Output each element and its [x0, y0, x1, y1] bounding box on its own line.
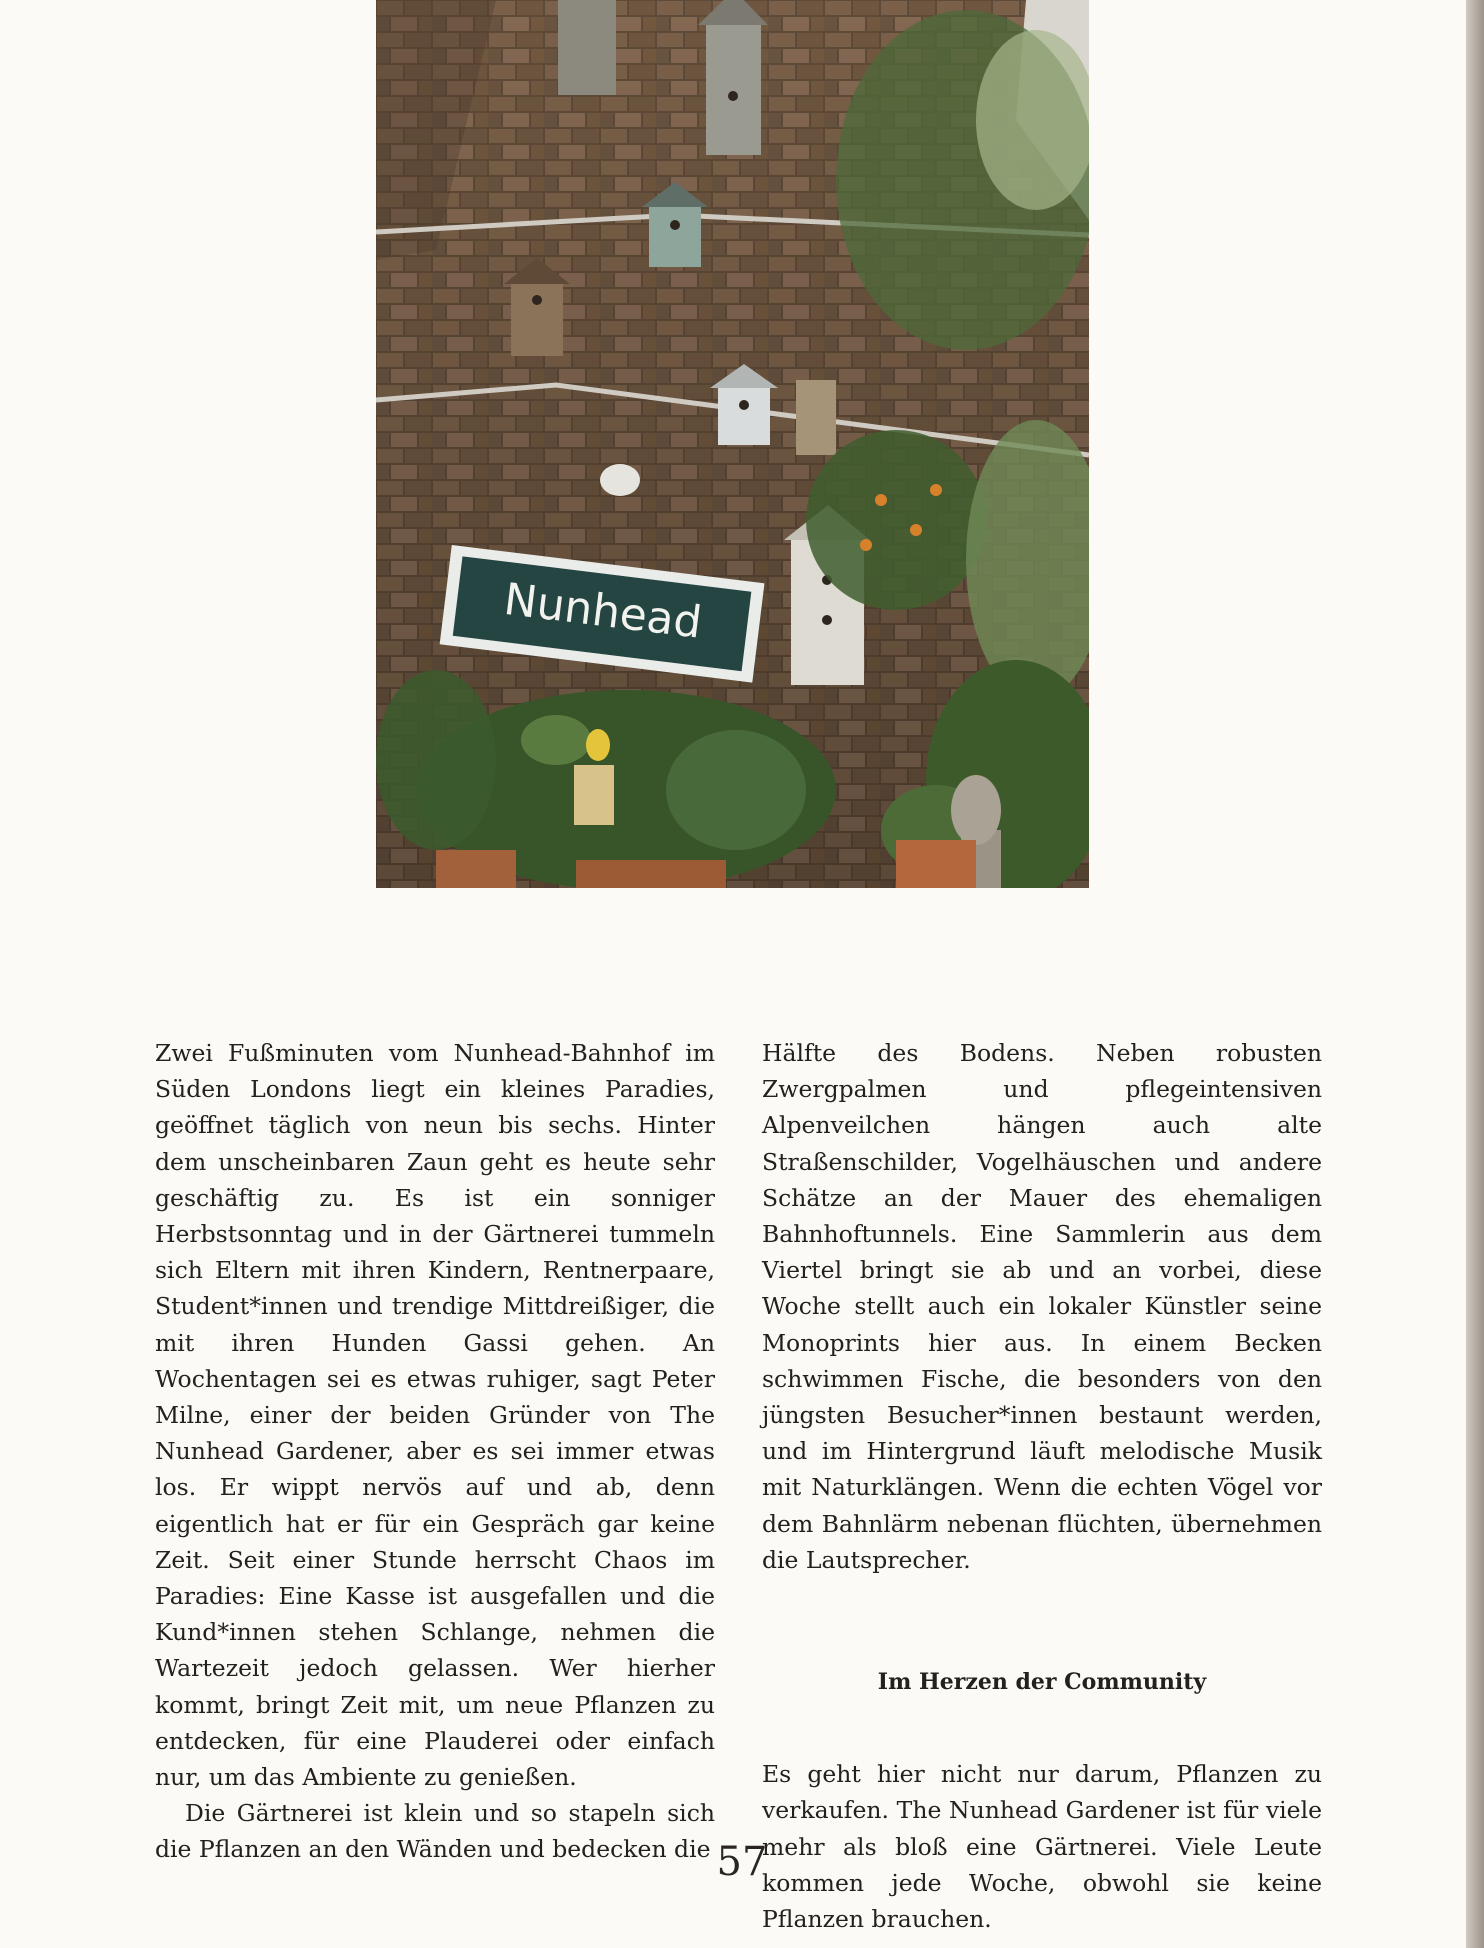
- station-sign-text: Nunhead: [501, 573, 705, 649]
- paragraph: Hälfte des Bodens. Neben robusten Zwergpalmen und pflegeintensiven Alpenveilchen hängen auch alte Straßenschilder, Vogelhäuschen und andere Schätze an der Mauer des ehemaligen Bahnhoftunnels. Eine Sammlerin aus dem Viertel bringt sie ab und an vorbei, diese Woche stellt auch ein lokaler Künstler seine Monoprints hier aus. In einem Becken schwimmen Fische, die besonders von den jüngsten Besucher*innen bestaunt werden, und im Hintergrund läuft melodische Musik mit Naturklängen. Wenn die echten Vögel vor dem Bahnlärm nebenan flüchten, übernehmen die Lautsprecher.: [762, 1039, 1322, 1574]
- paragraph: Die Gärtnerei ist klein und so stapeln sich die Pflanzen an den Wänden und bedecken die: [155, 1799, 715, 1864]
- left-column: [155, 1035, 715, 1868]
- paragraph: Zwei Fußminuten vom Nunhead-Bahnhof im Süden Londons liegt ein kleines Paradies, geöffnet täglich von neun bis sechs. Hinter dem unscheinbaren Zaun geht es heute sehr geschäftig zu. Es ist ein sonniger Herbstsonntag und in der Gärtnerei tummeln sich Eltern mit ihren Kindern, Rentnerpaare, Student*innen und trendige Mittdreißiger, die mit ihren Hunden Gassi gehen. An Wochentagen sei es etwas ruhiger, sagt Peter Milne, einer der beiden Gründer von The Nunhead Gardener, aber es sei immer etwas los. Er wippt nervös auf und ab, denn eigentlich hat er für ein Gespräch gar keine Zeit. Seit einer Stunde herrscht Chaos im Paradies: Eine Kasse ist ausgefallen und die Kund*innen stehen Schlange, nehmen die Wartezeit jedoch gelassen. Wer hierher kommt, bringt Zeit mit, um neue Pflanzen zu entdecken, für eine Plauderei oder einfach nur, um das Ambiente zu genießen.: [155, 1039, 715, 1792]
- right-column: [762, 1035, 1322, 1937]
- section-heading: Im Herzen der Community: [877, 1669, 1207, 1696]
- paragraph: Es geht hier nicht nur darum, Pflanzen zu verkaufen. The Nunhead Gardener ist für viele mehr als bloß eine Gärtnerei. Viele Leute kommen jede Woche, obwohl sie keine Pflanzen brauchen.: [762, 1760, 1322, 1934]
- nunhead-photo: [376, 0, 1089, 888]
- page-number: 57: [716, 1839, 768, 1885]
- page-edge-shadow: [1466, 0, 1484, 1948]
